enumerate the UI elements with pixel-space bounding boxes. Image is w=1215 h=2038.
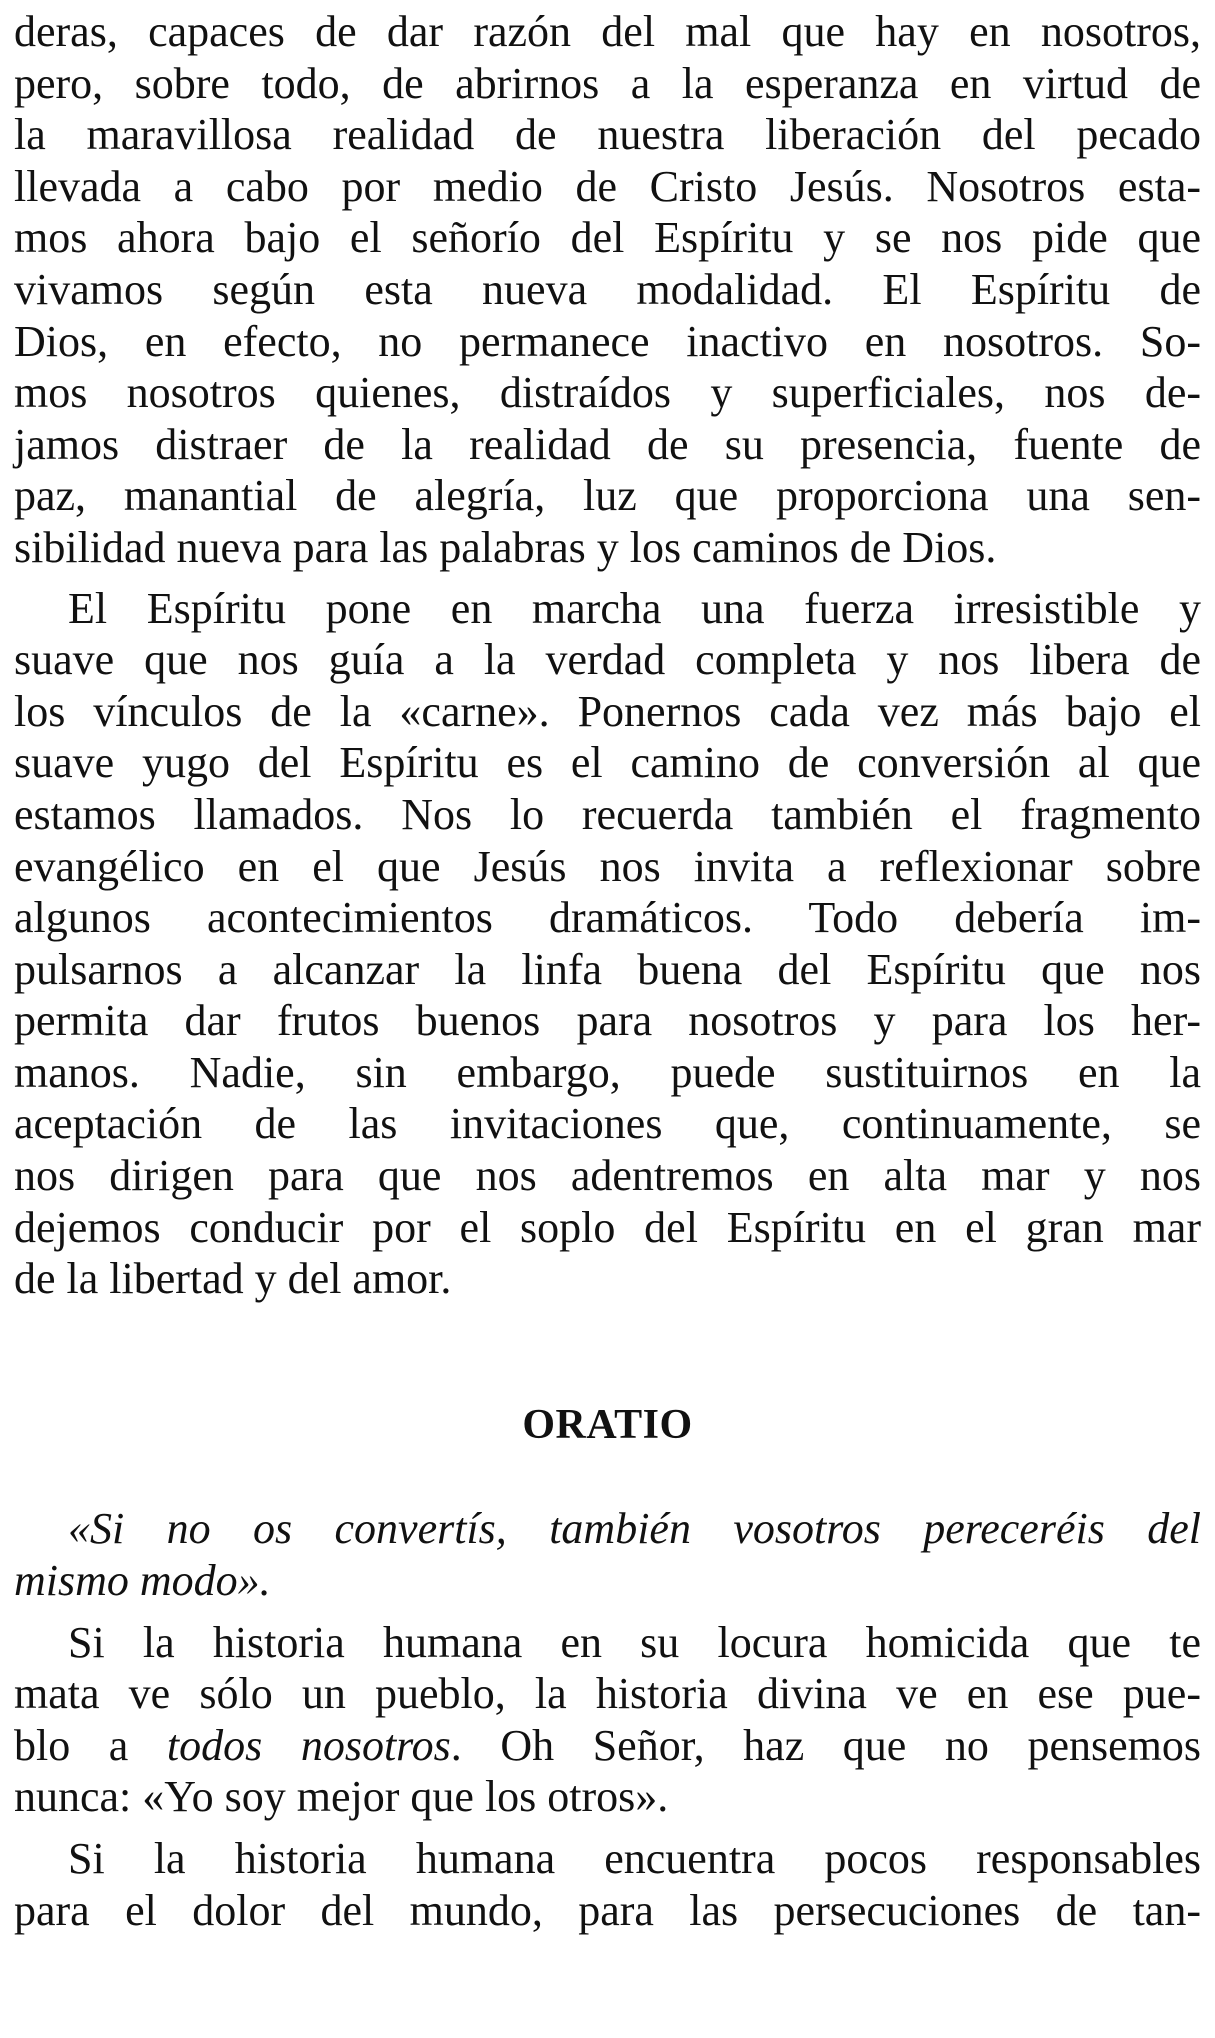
text-line: suave yugo del Espíritu es el camino de conversión al que (14, 738, 1201, 788)
paragraph-espiritu (14, 583, 1201, 1305)
text-line: de la libertad y del amor. (14, 1254, 452, 1304)
paragraph-continuation (14, 6, 1201, 574)
text-line: nunca: «Yo soy mejor que los otros». (14, 1772, 669, 1822)
scripture-quote (14, 1503, 1201, 1606)
text-line: algunos acontecimientos dramáticos. Todo debería im- (14, 893, 1201, 943)
text-line: sibilidad nueva para las palabras y los caminos de Dios. (14, 522, 997, 572)
text-line: permita dar frutos buenos para nosotros y para los her- (14, 996, 1201, 1046)
paragraph-responsables (14, 1833, 1201, 1936)
text-line: dejemos conducir por el soplo del Espíritu en el gran mar (14, 1202, 1201, 1252)
text-line: Si la historia humana encuentra pocos responsables (68, 1834, 1201, 1883)
text-line: pero, sobre todo, de abrirnos a la esperanza en virtud de (14, 58, 1201, 108)
text-line: manos. Nadie, sin embargo, puede sustituirnos en la (14, 1047, 1201, 1097)
section-heading: ORATIO (522, 1401, 693, 1448)
text-line: estamos llamados. Nos lo recuerda también el fragmento (14, 789, 1201, 839)
text-line: para el dolor del mundo, para las persecuciones de tan- (14, 1885, 1201, 1935)
text-line: llevada a cabo por medio de Cristo Jesús. Nosotros esta- (14, 161, 1201, 211)
text-line: evangélico en el que Jesús nos invita a reflexionar sobre (14, 841, 1201, 891)
paragraph-historia-humana (14, 1617, 1201, 1823)
text-line: Dios, en efecto, no permanece inactivo en nosotros. So- (14, 316, 1201, 366)
text-line: suave que nos guía a la verdad completa y nos libera de (14, 635, 1201, 685)
text-line: la maravillosa realidad de nuestra liberación del pecado (14, 110, 1201, 160)
text-line: nos dirigen para que nos adentremos en alta mar y nos (14, 1151, 1201, 1201)
text-segment: blo a (14, 1720, 167, 1770)
text-line: jamos distraer de la realidad de su presencia, fuente de (14, 419, 1201, 469)
text-line-mixed (14, 1720, 1201, 1772)
text-line: Si la historia humana en su locura homicida que te (68, 1617, 1201, 1667)
text-segment: . Oh Señor, haz que no pensemos (450, 1720, 1201, 1770)
text-line: mos nosotros quienes, distraídos y superficiales, nos de- (14, 368, 1201, 418)
text-line: pulsarnos a alcanzar la linfa buena del Espíritu que nos (14, 944, 1201, 994)
text-line: vivamos según esta nueva modalidad. El Espíritu de (14, 264, 1201, 314)
text-line: los vínculos de la «carne». Ponernos cada vez más bajo el (14, 686, 1201, 736)
text-line: mata ve sólo un pueblo, la historia divina ve en ese pue- (14, 1669, 1201, 1719)
text-line: aceptación de las invitaciones que, continuamente, se (14, 1099, 1201, 1149)
text-line: paz, manantial de alegría, luz que proporciona una sen- (14, 471, 1201, 521)
text-line: mos ahora bajo el señorío del Espíritu y se nos pide que (14, 213, 1201, 263)
text-line: El Espíritu pone en marcha una fuerza irresistible y (68, 583, 1201, 633)
italic-emphasis: todos nosotros (166, 1720, 451, 1770)
text-line: «Si no os convertís, también vosotros pereceréis del (68, 1504, 1201, 1554)
book-page (14, 6, 1201, 1936)
text-line: mismo modo». (14, 1556, 271, 1606)
text-line: deras, capaces de dar razón del mal que hay en nosotros, (14, 7, 1201, 56)
